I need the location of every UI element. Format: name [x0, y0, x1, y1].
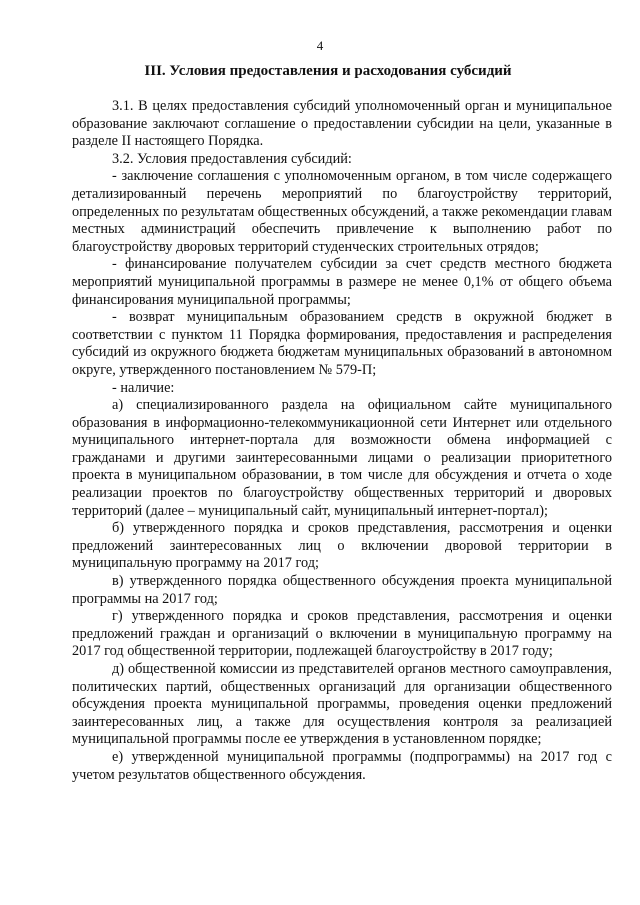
- document-body: [72, 98, 612, 784]
- paragraph-3-1: 3.1. В целях предоставления субсидий уполномоченный орган и муниципальное образование заключают соглашение о предоставлении субсидии на цели, указанные в разделе II настоящего Порядка.: [72, 98, 612, 150]
- paragraph-item-b: б) утвержденного порядка и сроков представления, рассмотрения и оценки предложений заинтересованных лиц о включении дворовой территории в муниципальную программу на 2017 год;: [72, 520, 612, 572]
- paragraph-availability: - наличие:: [112, 379, 175, 396]
- page-number: 4: [316, 38, 324, 53]
- paragraph-financing: - финансирование получателем субсидии за счет средств местного бюджета мероприятий муниципальной программы в размере не менее 0,1% от общего объема финансирования муниципальной программы;: [72, 256, 612, 308]
- paragraph-3-2: 3.2. Условия предоставления субсидий:: [112, 150, 352, 167]
- section-heading: III. Условия предоставления и расходования субсидий: [144, 63, 512, 79]
- paragraph-item-d: д) общественной комиссии из представителей органов местного самоуправления, политических партий, общественных организаций для организации общественного обсуждения проекта муниципальной программы, проведения оценки предложений заинтересованных лиц, а также для осуществления контроля за реализацией муниципальной программы после ее утверждения в установленном порядке;: [72, 661, 612, 748]
- paragraph-item-e: е) утвержденной муниципальной программы (подпрограммы) на 2017 год с учетом результатов общественного обсуждения.: [72, 748, 612, 783]
- paragraph-item-a: а) специализированного раздела на официальном сайте муниципального образования в информационно-телекоммуникационной сети Интернет или отдельного муниципального интернет-портала для возможности обмена информацией с гражданами и другими заинтересованными лицами о реализации приоритетного проекта в муниципальном образовании, в том числе для обсуждения и отчета о ходе реализации проектов по благоустройству общественных территорий и дворовых территорий (далее – муниципальный сайт, муниципальный интернет-портал);: [72, 397, 612, 519]
- paragraph-refund: - возврат муниципальным образованием средств в окружной бюджет в соответствии с пунктом 11 Порядка формирования, предоставления и распределения субсидий из окружного бюджета бюджетам муниципальных образований в автономном округе, утвержденного постановлением № 579-П;: [72, 309, 612, 378]
- paragraph-item-g: г) утвержденного порядка и сроков представления, рассмотрения и оценки предложений граждан и организаций о включении в муниципальную программу на 2017 год общественной территории, подлежащей благоустройству в 2017 году;: [72, 608, 612, 660]
- paragraph-item-v: в) утвержденного порядка общественного обсуждения проекта муниципальной программы на 2017 год;: [72, 573, 612, 607]
- paragraph-agreement: - заключение соглашения с уполномоченным органом, в том числе содержащего детализированный перечень мероприятий по благоустройству территорий, определенных по результатам общественных обсуждений, а также рекомендации главам местных администраций обеспечить привлечение к выполнению работ по благоустройству дворовых территорий студенческих строительных отрядов;: [72, 168, 612, 255]
